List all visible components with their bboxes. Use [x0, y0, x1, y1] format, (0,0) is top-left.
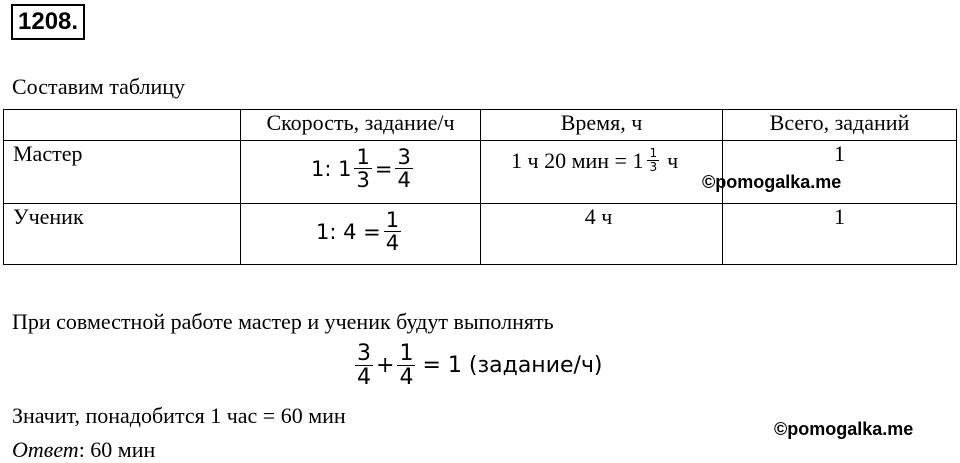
- answer-line: [12, 437, 155, 463]
- solution-sentence: При совместной работе мастер и ученик будут выполнять: [12, 309, 554, 334]
- problem-number: 1208.: [11, 4, 85, 40]
- answer-value: : 60 мин: [78, 437, 156, 462]
- speed-result-fraction: [395, 146, 412, 191]
- time-value-master: [511, 147, 678, 174]
- time-cell-master: [481, 141, 723, 204]
- time-unit: ч: [667, 147, 679, 173]
- fraction-denominator: 4: [385, 231, 400, 256]
- speed-result-fraction: [384, 209, 401, 254]
- fraction-numerator: 1: [356, 145, 370, 169]
- fraction-numerator: 1: [399, 341, 414, 366]
- speed-lhs: 1: 4 =: [316, 219, 381, 244]
- header-total: Всего, заданий: [723, 110, 957, 141]
- speed-formula-pupil: [316, 209, 401, 254]
- speed-lhs: 1: 1: [311, 156, 352, 181]
- fraction-denominator: 3: [649, 160, 658, 175]
- fraction-numerator: 1: [385, 208, 400, 232]
- row-label-cell: [4, 204, 241, 265]
- sum-fraction-a: [355, 342, 373, 389]
- fraction-denominator: 3: [356, 168, 370, 193]
- equals-sign: =: [374, 156, 393, 181]
- fraction-numerator: 1: [649, 146, 658, 160]
- speed-formula-master: [311, 146, 413, 191]
- time-text: 1 ч 20 мин = 1: [511, 147, 644, 173]
- header-time: Время, ч: [481, 110, 723, 141]
- fraction-numerator: 3: [397, 145, 411, 169]
- total-value-pupil: 1: [834, 204, 845, 229]
- sum-fraction-b: [397, 342, 415, 389]
- time-value-pupil: 4 ч: [584, 204, 613, 229]
- time-cell-pupil: [481, 204, 723, 265]
- sum-result: = 1 (задание/ч): [422, 353, 603, 379]
- intro-text: Составим таблицу: [12, 74, 186, 99]
- sum-formula: [355, 342, 603, 389]
- row-label-cell: [4, 141, 241, 204]
- fraction-numerator: 3: [357, 341, 371, 366]
- fraction-denominator: 4: [397, 168, 411, 193]
- conclusion-text: Значит, понадобится 1 час = 60 мин: [12, 403, 346, 428]
- header-speed: Скорость, задание/ч: [241, 110, 481, 141]
- watermark-table: ©pomogalka.me: [702, 172, 842, 192]
- total-cell-pupil: [723, 204, 957, 265]
- table-header-row: [4, 110, 957, 141]
- row-label-master: Мастер: [13, 141, 83, 166]
- fraction-denominator: 4: [357, 365, 371, 391]
- row-label-pupil: Ученик: [13, 204, 84, 229]
- table-row-pupil: [4, 204, 957, 265]
- fraction-denominator: 4: [399, 365, 414, 391]
- speed-cell-master: [241, 141, 481, 204]
- speed-mixed-fraction: [354, 146, 371, 191]
- time-fraction: [647, 147, 659, 174]
- plus-sign: +: [376, 353, 395, 379]
- speed-cell-pupil: [241, 204, 481, 265]
- total-value-master: 1: [834, 141, 845, 166]
- header-empty-cell: [4, 110, 241, 141]
- watermark-bottom: ©pomogalka.me: [774, 419, 914, 439]
- answer-label: Ответ: [12, 437, 79, 462]
